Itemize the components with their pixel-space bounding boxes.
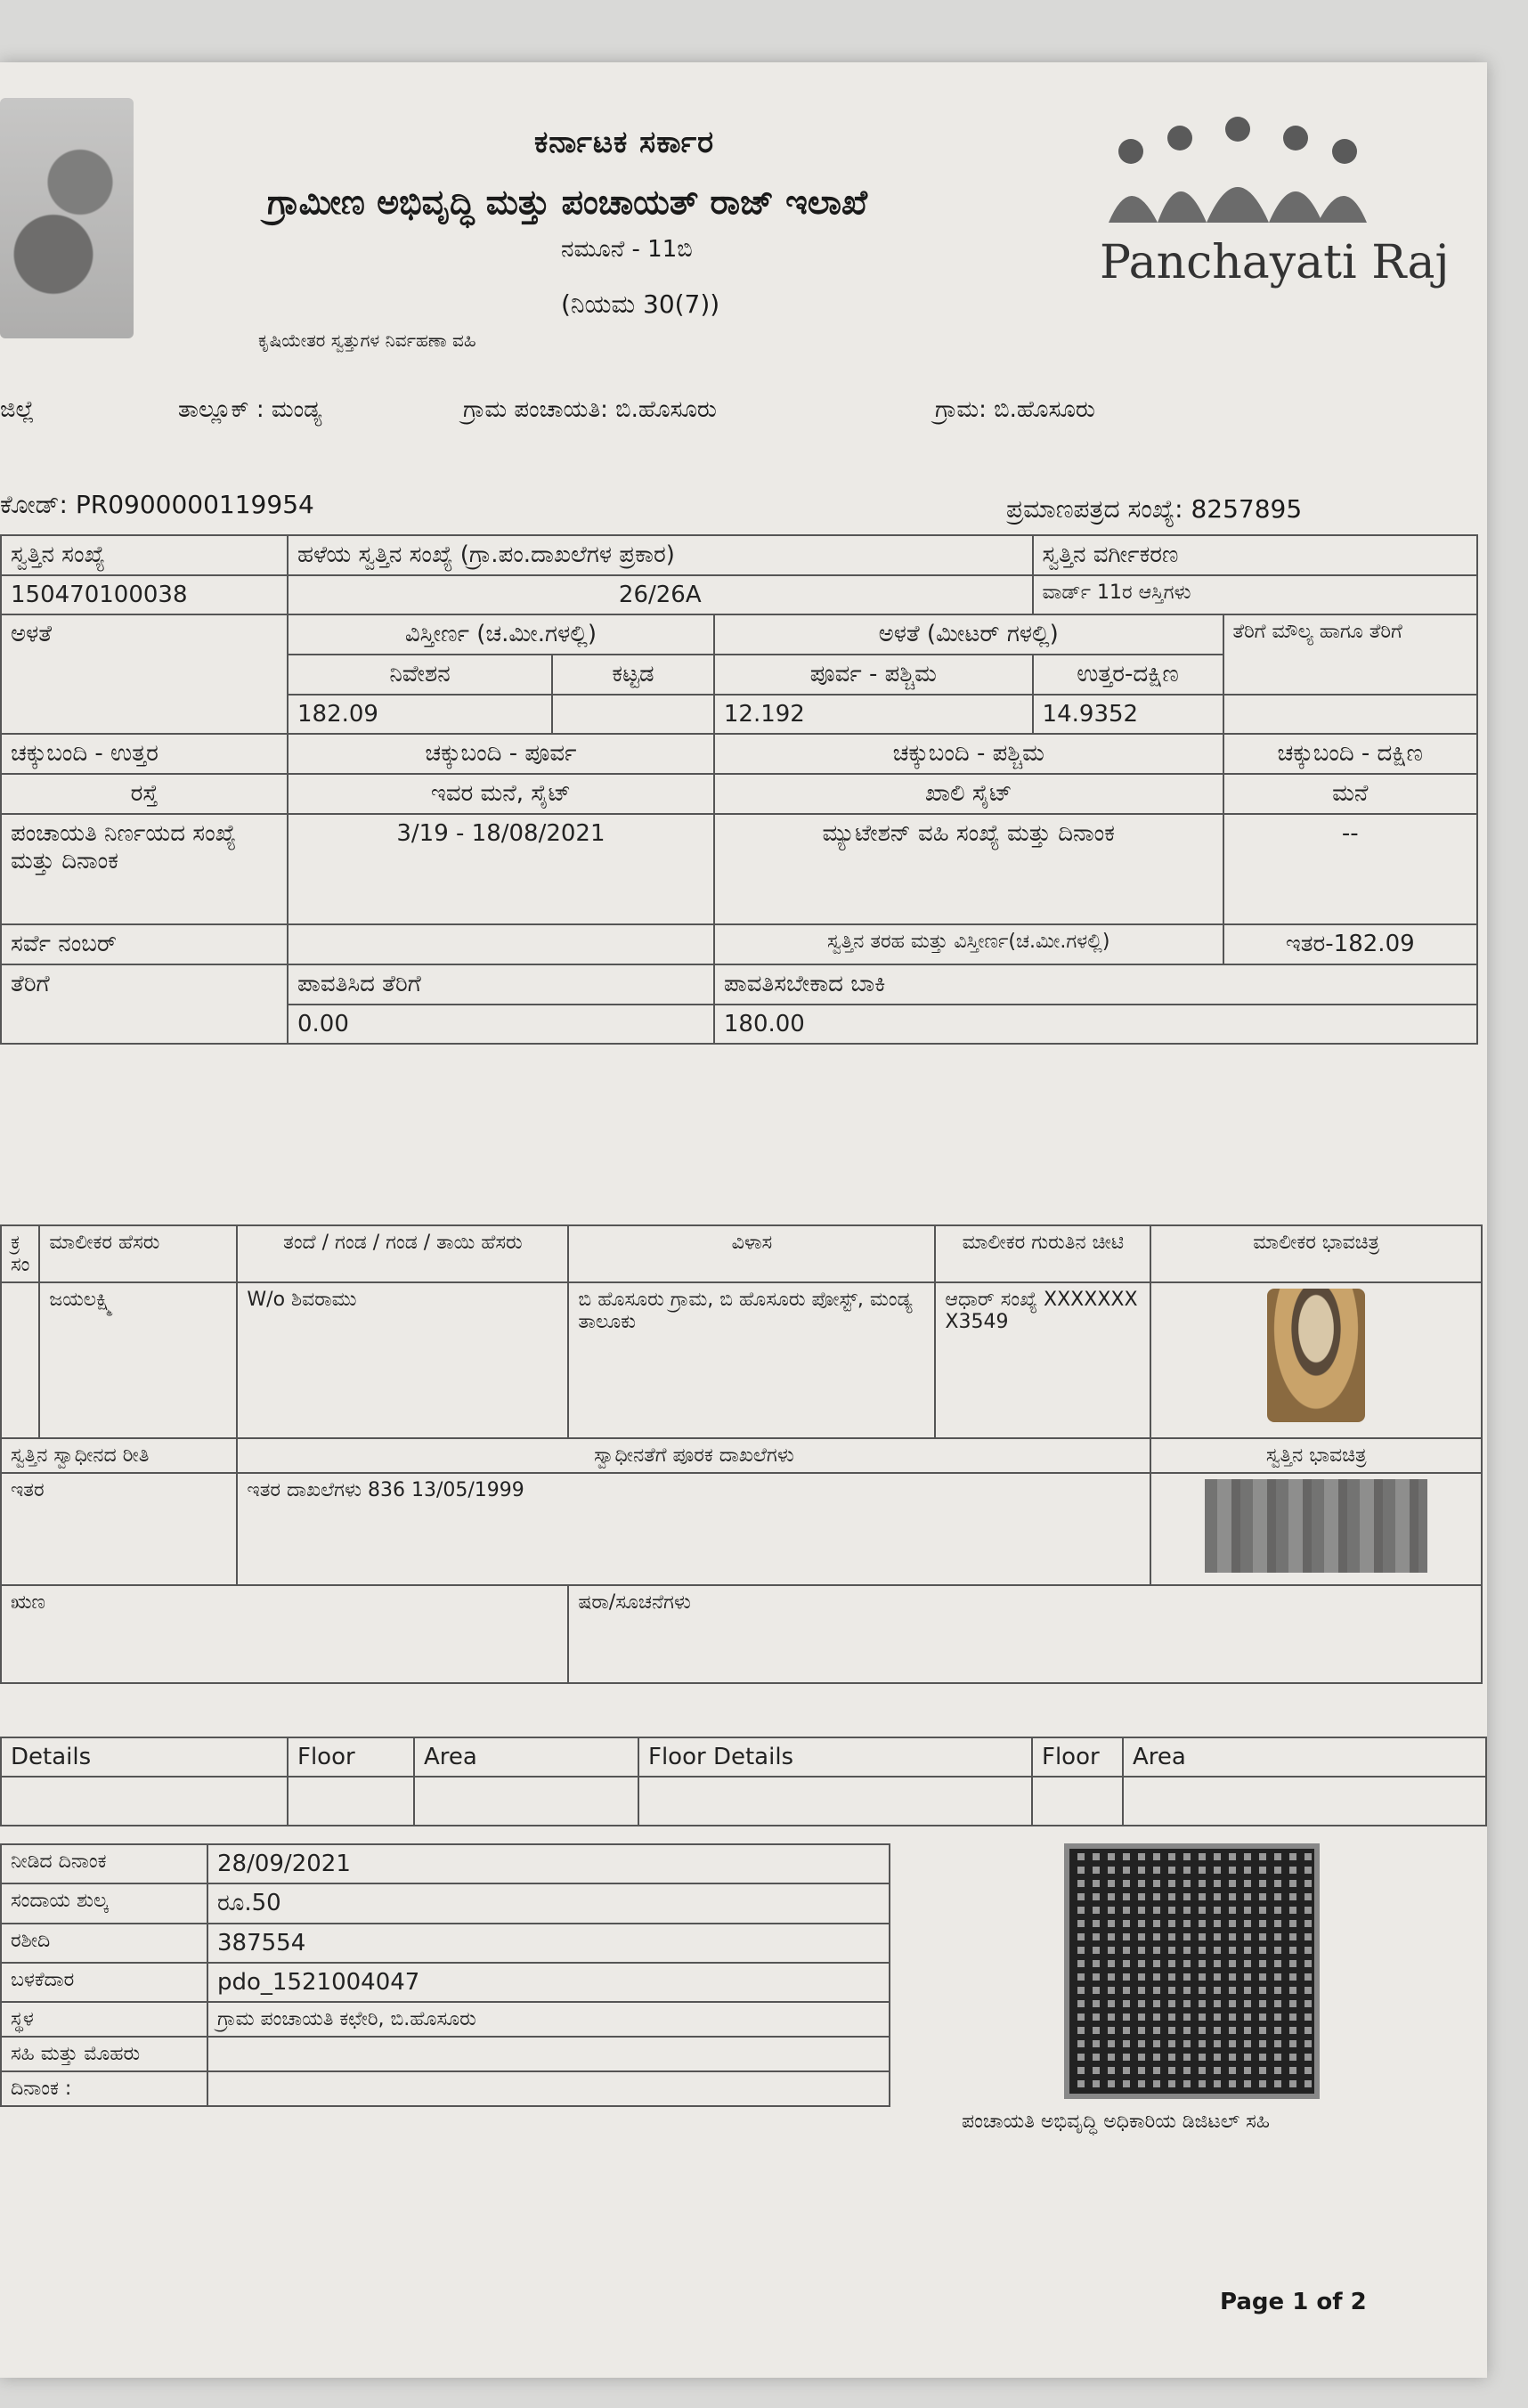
place: ಗ್ರಾಮ ಪಂಚಾಯತಿ ಕಛೇರಿ, ಬಿ.ಹೊಸೂರು xyxy=(207,2002,890,2037)
owner-relation: W/o ಶಿವರಾಮು xyxy=(237,1282,568,1438)
issue-date-label: ನೀಡಿದ ದಿನಾಂಕ xyxy=(1,1844,207,1883)
form-number: ನಮೂನೆ - 11ಬಿ xyxy=(561,236,693,263)
loans-label: ಋಣ xyxy=(1,1585,568,1683)
north-south-length: 14.9352 xyxy=(1033,695,1223,734)
fee-label: ಸಂದಾಯ ಶುಲ್ಕ xyxy=(1,1883,207,1924)
tax-paid-label: ಪಾವತಿಸಿದ ತೆರಿಗೆ xyxy=(288,964,714,1005)
taluk: ತಾಲ್ಲೂಕ್ : ಮಂಡ್ಯ xyxy=(178,396,322,423)
property-id: 150470100038 xyxy=(1,575,288,614)
panchayati-raj-logo-icon xyxy=(1095,116,1380,232)
relation-label: ತಂದೆ / ಗಂಡ / ಗಂಡ / ತಾಯಿ ಹೆಸರು xyxy=(237,1225,568,1282)
tax-value-label: ತೆರಿಗೆ ಮೌಲ್ಯ ಹಾಗೂ ತೆರಿಗೆ xyxy=(1223,614,1477,695)
rule-number: (ನಿಯಮ 30(7)) xyxy=(561,289,720,319)
east-boundary-label: ಚಕ್ಕುಬಂದಿ - ಪೂರ್ವ xyxy=(288,734,714,774)
survey-label: ಸರ್ವೆ ನಂಬರ್ xyxy=(1,924,288,964)
old-no-label: ಹಳೆಯ ಸ್ವತ್ತಿನ ಸಂಖ್ಯೆ (ಗ್ರಾ.ಪಂ.ದಾಖಲೆಗಳ ಪ್ರಕಾರ) xyxy=(288,535,1033,575)
address-label: ವಿಳಾಸ xyxy=(568,1225,935,1282)
mutation-label: ಮ್ಯುಟೇಶನ್ ವಹಿ ಸಂಖ್ಯೆ ಮತ್ತು ದಿನಾಂಕ xyxy=(714,814,1223,924)
floor-details-label-2: Floor Details xyxy=(638,1737,1032,1777)
panchayati-raj-logo-text: Panchayati Raj xyxy=(1100,236,1450,289)
east-west-length: 12.192 xyxy=(714,695,1033,734)
receipt-label: ರಶೀದಿ xyxy=(1,1924,207,1963)
classification: ವಾರ್ಡ್ 11ರ ಆಸ್ತಿಗಳು xyxy=(1033,575,1477,614)
gram-panchayat: ಗ್ರಾಮ ಪಂಚಾಯತಿ: ಬಿ.ಹೊಸೂರು xyxy=(463,396,717,423)
possession-doc-label: ಸ್ವಾಧೀನತೆಗೆ ಪೂರಕ ದಾಖಲೆಗಳು xyxy=(237,1438,1150,1473)
old-property-no: 26/26A xyxy=(288,575,1033,614)
area-label: ವಿಸ್ತೀರ್ಣ (ಚ.ಮೀ.ಗಳಲ್ಲಿ) xyxy=(288,614,714,655)
property-no-label: ಸ್ವತ್ತಿನ ಸಂಖ್ಯೆ xyxy=(1,535,288,575)
form-subtitle: ಕೃಷಿಯೇತರ ಸ್ವತ್ತುಗಳ ನಿರ್ವಹಣಾ ವಹಿ xyxy=(258,329,476,351)
tax-paid: 0.00 xyxy=(288,1005,714,1044)
east-boundary: ಇವರ ಮನೆ, ಸೈಟ್ xyxy=(288,774,714,814)
certificate-sheet xyxy=(0,62,1487,2378)
resolution-label: ಪಂಚಾಯತಿ ನಿರ್ಣಯದ ಸಂಖ್ಯೆ ಮತ್ತು ದಿನಾಂಕ xyxy=(1,814,288,924)
user-label: ಬಳಕೆದಾರ xyxy=(1,1963,207,2002)
tax-due: 180.00 xyxy=(714,1005,1477,1044)
code-number: ಕೋಡ್: PR0900000119954 xyxy=(0,490,314,519)
place-label: ಸ್ಥಳ xyxy=(1,2002,207,2037)
owner-photo xyxy=(1267,1289,1365,1422)
site-area: 182.09 xyxy=(288,695,552,734)
floor-table xyxy=(0,1737,1487,1826)
fee: ರೂ.50 xyxy=(207,1883,890,1924)
owner-photo-label: ಮಾಲೀಕರ ಭಾವಚಿತ್ರ xyxy=(1150,1225,1482,1282)
owner-name: ಜಯಲಕ್ಷ್ಮಿ xyxy=(39,1282,237,1438)
floor-label-2: Floor xyxy=(1032,1737,1123,1777)
floor-details-label: Details xyxy=(1,1737,288,1777)
mutation-value: -- xyxy=(1223,814,1477,924)
tax-due-label: ಪಾವತಿಸಬೇಕಾದ ಬಾಕಿ xyxy=(714,964,1477,1005)
property-photo-label: ಸ್ವತ್ತಿನ ಭಾವಚಿತ್ರ xyxy=(1150,1438,1482,1473)
west-boundary: ಖಾಲಿ ಸೈಟ್ xyxy=(714,774,1223,814)
south-boundary: ಮನೆ xyxy=(1223,774,1477,814)
site-label: ನಿವೇಶನ xyxy=(288,655,552,695)
govt-title: ಕರ್ನಾಟಕ ಸರ್ಕಾರ xyxy=(534,125,715,160)
possession-label: ಸ್ವತ್ತಿನ ಸ್ವಾಧೀನದ ರೀತಿ xyxy=(1,1438,237,1473)
property-area-value: ಇತರ-182.09 xyxy=(1223,924,1477,964)
possession-doc: ಇತರ ದಾಖಲೆಗಳು 836 13/05/1999 xyxy=(237,1473,1150,1585)
owner-table xyxy=(0,1224,1483,1684)
qr-caption: ಪಂಚಾಯತಿ ಅಭಿವೃದ್ಧಿ ಅಧಿಕಾರಿಯ ಡಿಜಿಟಲ್ ಸಹಿ xyxy=(962,2111,1270,2133)
survey-value xyxy=(288,924,714,964)
resolution-value: 3/19 - 18/08/2021 xyxy=(288,814,714,924)
possession-type: ಇತರ xyxy=(1,1473,237,1585)
district-label: ಜಿಲ್ಲೆ xyxy=(0,396,35,423)
serial-label: ಕ್ರ ಸಂ xyxy=(1,1225,39,1282)
floor-label: Floor xyxy=(288,1737,414,1777)
tax-label: ತೆರಿಗೆ xyxy=(1,964,288,1044)
property-table xyxy=(0,534,1478,1045)
north-boundary-label: ಚಕ್ಕುಬಂದಿ - ಉತ್ತರ xyxy=(1,734,288,774)
receipt-number: 387554 xyxy=(207,1924,890,1963)
owner-name-label: ಮಾಲೀಕರ ಹೆಸರು xyxy=(39,1225,237,1282)
issue-table xyxy=(0,1843,890,2107)
length-label: ಅಳತೆ (ಮೀಟರ್ ಗಳಲ್ಲಿ) xyxy=(714,614,1223,655)
remarks-label: ಷರಾ/ಸೂಚನೆಗಳು xyxy=(568,1585,1482,1683)
property-photo xyxy=(1205,1479,1427,1573)
owner-id: ಆಧಾರ್ ಸಂಖ್ಯೆ XXXXXXXX3549 xyxy=(935,1282,1150,1438)
user-id: pdo_1521004047 xyxy=(207,1963,890,2002)
built-area xyxy=(552,695,714,734)
dept-title: ಗ್ರಾಮೀಣ ಅಭಿವೃದ್ಧಿ ಮತ್ತು ಪಂಚಾಯತ್ ರಾಜ್ ಇಲಾಖೆ xyxy=(267,183,868,222)
east-west-label: ಪೂರ್ವ - ಪಶ್ಚಿಮ xyxy=(714,655,1033,695)
issue-date: 28/09/2021 xyxy=(207,1844,890,1883)
property-area-label: ಸ್ವತ್ತಿನ ತರಹ ಮತ್ತು ವಿಸ್ತೀರ್ಣ(ಚ.ಮೀ.ಗಳಲ್ಲಿ) xyxy=(714,924,1223,964)
village: ಗ್ರಾಮ: ಬಿ.ಹೊಸೂರು xyxy=(935,396,1095,423)
state-emblem-icon xyxy=(0,98,134,338)
north-south-label: ಉತ್ತರ-ದಕ್ಷಿಣ xyxy=(1033,655,1223,695)
classification-label: ಸ್ವತ್ತಿನ ವರ್ಗೀಕರಣ xyxy=(1033,535,1477,575)
built-label: ಕಟ್ಟಡ xyxy=(552,655,714,695)
tax-value xyxy=(1223,695,1477,734)
page-number: Page 1 of 2 xyxy=(1220,2289,1367,2315)
south-boundary-label: ಚಕ್ಕುಬಂದಿ - ದಕ್ಷಿಣ xyxy=(1223,734,1477,774)
west-boundary-label: ಚಕ್ಕುಬಂದಿ - ಪಶ್ಚಿಮ xyxy=(714,734,1223,774)
id-label: ಮಾಲೀಕರ ಗುರುತಿನ ಚೀಟಿ xyxy=(935,1225,1150,1282)
sign-label: ಸಹಿ ಮತ್ತು ಮೊಹರು xyxy=(1,2037,207,2071)
area-label-1: Area xyxy=(414,1737,638,1777)
qr-code-icon xyxy=(1064,1843,1320,2099)
north-boundary: ರಸ್ತೆ xyxy=(1,774,288,814)
owner-address: ಬಿ ಹೊಸೂರು ಗ್ರಾಮ, ಬಿ ಹೊಸೂರು ಪೋಸ್ಟ್, ಮಂಡ್ಯ ತಾಲೂಕು xyxy=(568,1282,935,1438)
area-label-2: Area xyxy=(1123,1737,1486,1777)
certificate-number: ಪ್ರಮಾಣಪತ್ರದ ಸಂಖ್ಯೆ: 8257895 xyxy=(1006,494,1303,524)
dimensions-label: ಅಳತೆ xyxy=(1,614,288,734)
date-label: ದಿನಾಂಕ : xyxy=(1,2071,207,2106)
